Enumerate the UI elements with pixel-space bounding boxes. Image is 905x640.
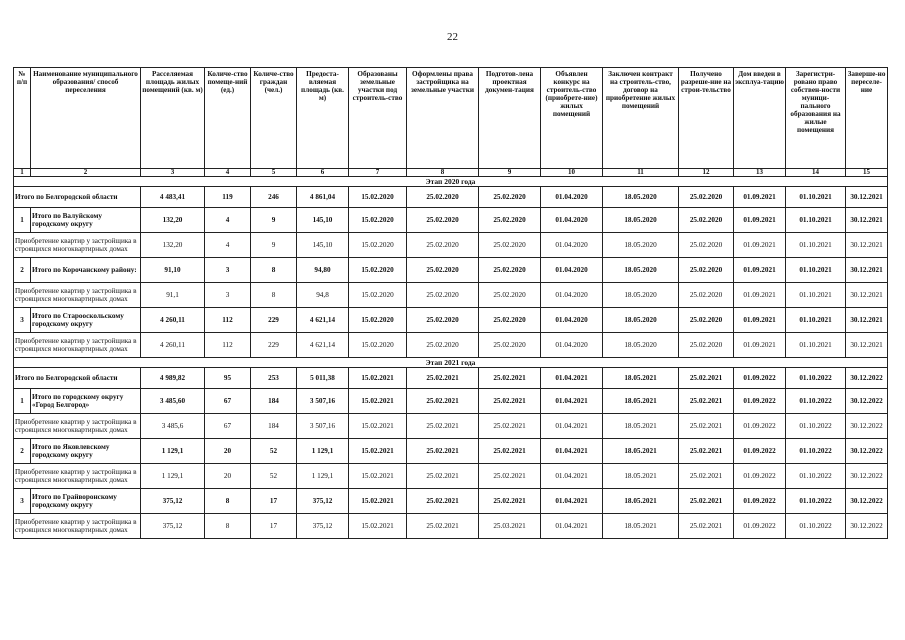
- value-cell: 01.09.2022: [734, 368, 786, 389]
- stage-title: Этап 2021 года: [14, 358, 888, 368]
- row-label: Приобретение квартир у застройщика в строящихся многоквартирных домах: [14, 414, 141, 439]
- column-number: 3: [141, 169, 205, 177]
- column-number: 5: [251, 169, 297, 177]
- row-label: Итого по Белгородской области: [14, 187, 141, 208]
- value-cell: 25.02.2020: [407, 233, 479, 258]
- value-cell: 01.09.2021: [734, 333, 786, 358]
- purchase-row: [14, 233, 888, 258]
- column-header: Оформлены права застройщика на земельные участки: [407, 68, 479, 169]
- value-cell: 15.02.2021: [349, 514, 407, 539]
- value-cell: 4 260,11: [141, 333, 205, 358]
- value-cell: 01.09.2022: [734, 414, 786, 439]
- column-header: Расселяемая площадь жилых помещений (кв. м): [141, 68, 205, 169]
- value-cell: 01.10.2021: [786, 333, 846, 358]
- value-cell: 91,1: [141, 283, 205, 308]
- column-number: 14: [786, 169, 846, 177]
- municipal-row: [14, 258, 888, 283]
- value-cell: 01.10.2022: [786, 489, 846, 514]
- value-cell: 01.04.2020: [541, 333, 603, 358]
- column-number-row: [14, 169, 888, 177]
- value-cell: 25.02.2021: [407, 389, 479, 414]
- value-cell: 20: [205, 439, 251, 464]
- value-cell: 25.02.2020: [679, 308, 734, 333]
- value-cell: 01.04.2021: [541, 464, 603, 489]
- column-number: 1: [14, 169, 31, 177]
- value-cell: 67: [205, 389, 251, 414]
- resettlement-schedule-table: [13, 67, 888, 539]
- value-cell: 01.04.2020: [541, 283, 603, 308]
- value-cell: 184: [251, 389, 297, 414]
- value-cell: 25.02.2021: [407, 489, 479, 514]
- value-cell: 01.10.2021: [786, 258, 846, 283]
- value-cell: 15.02.2021: [349, 389, 407, 414]
- value-cell: 3 485,60: [141, 389, 205, 414]
- value-cell: 25.02.2021: [679, 464, 734, 489]
- value-cell: 18.05.2020: [603, 208, 679, 233]
- value-cell: 246: [251, 187, 297, 208]
- value-cell: 01.10.2022: [786, 389, 846, 414]
- purchase-row: [14, 333, 888, 358]
- value-cell: 15.02.2021: [349, 439, 407, 464]
- value-cell: 25.02.2021: [479, 389, 541, 414]
- value-cell: 30.12.2022: [846, 464, 888, 489]
- value-cell: 3: [205, 258, 251, 283]
- municipality-name: Итого по Корочанскому району:: [31, 258, 141, 283]
- value-cell: 112: [205, 333, 251, 358]
- value-cell: 18.05.2021: [603, 464, 679, 489]
- value-cell: 30.12.2022: [846, 514, 888, 539]
- municipality-name: Итого по Яковлевскому городскому округу: [31, 439, 141, 464]
- value-cell: 229: [251, 333, 297, 358]
- value-cell: 01.10.2021: [786, 283, 846, 308]
- value-cell: 01.04.2020: [541, 308, 603, 333]
- value-cell: 30.12.2021: [846, 258, 888, 283]
- stage-title: Этап 2020 года: [14, 177, 888, 187]
- value-cell: 25.02.2021: [679, 514, 734, 539]
- value-cell: 01.10.2022: [786, 368, 846, 389]
- value-cell: 94,8: [297, 283, 349, 308]
- header-row: [14, 68, 888, 169]
- column-header: Предоста-вляемая площадь (кв. м): [297, 68, 349, 169]
- row-number: 2: [14, 439, 31, 464]
- value-cell: 8: [205, 489, 251, 514]
- value-cell: 375,12: [141, 489, 205, 514]
- value-cell: 25.02.2020: [407, 187, 479, 208]
- value-cell: 01.10.2022: [786, 464, 846, 489]
- municipality-name: Итого по Старооскольскому городскому округу: [31, 308, 141, 333]
- column-number: 12: [679, 169, 734, 177]
- value-cell: 18.05.2021: [603, 439, 679, 464]
- value-cell: 8: [251, 283, 297, 308]
- value-cell: 25.02.2021: [479, 368, 541, 389]
- value-cell: 01.10.2021: [786, 308, 846, 333]
- value-cell: 18.05.2020: [603, 187, 679, 208]
- value-cell: 25.02.2020: [407, 333, 479, 358]
- value-cell: 18.05.2021: [603, 489, 679, 514]
- value-cell: 15.02.2020: [349, 333, 407, 358]
- row-number: 3: [14, 308, 31, 333]
- value-cell: 01.04.2021: [541, 439, 603, 464]
- value-cell: 95: [205, 368, 251, 389]
- value-cell: 25.02.2020: [679, 333, 734, 358]
- value-cell: 01.04.2021: [541, 368, 603, 389]
- value-cell: 25.02.2021: [679, 489, 734, 514]
- value-cell: 15.02.2020: [349, 308, 407, 333]
- value-cell: 25.02.2020: [407, 208, 479, 233]
- value-cell: 145,10: [297, 233, 349, 258]
- value-cell: 18.05.2021: [603, 368, 679, 389]
- column-header: Получено разреше-ние на строи-тельство: [679, 68, 734, 169]
- row-label: Приобретение квартир у застройщика в строящихся многоквартирных домах: [14, 283, 141, 308]
- value-cell: 30.12.2022: [846, 389, 888, 414]
- value-cell: 4 861,04: [297, 187, 349, 208]
- value-cell: 01.10.2022: [786, 414, 846, 439]
- value-cell: 15.02.2020: [349, 283, 407, 308]
- value-cell: 25.02.2020: [407, 308, 479, 333]
- value-cell: 18.05.2021: [603, 514, 679, 539]
- column-header: Количе-ство граждан (чел.): [251, 68, 297, 169]
- value-cell: 52: [251, 439, 297, 464]
- value-cell: 30.12.2021: [846, 208, 888, 233]
- column-header: Подготов-лена проектная докумен-тация: [479, 68, 541, 169]
- value-cell: 30.12.2022: [846, 439, 888, 464]
- value-cell: 01.09.2022: [734, 514, 786, 539]
- total-row: [14, 368, 888, 389]
- column-number: 2: [31, 169, 141, 177]
- column-number: 6: [297, 169, 349, 177]
- value-cell: 132,20: [141, 208, 205, 233]
- value-cell: 15.02.2020: [349, 187, 407, 208]
- value-cell: 15.02.2020: [349, 208, 407, 233]
- row-label: Приобретение квартир у застройщика в строящихся многоквартирных домах: [14, 333, 141, 358]
- column-number: 8: [407, 169, 479, 177]
- value-cell: 18.05.2021: [603, 389, 679, 414]
- row-number: 1: [14, 208, 31, 233]
- value-cell: 1 129,1: [141, 464, 205, 489]
- row-number: 1: [14, 389, 31, 414]
- total-row: [14, 187, 888, 208]
- value-cell: 253: [251, 368, 297, 389]
- value-cell: 01.09.2022: [734, 464, 786, 489]
- page-number: 22: [447, 31, 458, 43]
- row-number: 3: [14, 489, 31, 514]
- value-cell: 18.05.2020: [603, 333, 679, 358]
- value-cell: 18.05.2020: [603, 258, 679, 283]
- value-cell: 30.12.2022: [846, 368, 888, 389]
- column-header: Зарегистри-ровано право собствен-ности муници-пального образования на жилые помещения: [786, 68, 846, 169]
- value-cell: 18.05.2020: [603, 233, 679, 258]
- value-cell: 25.02.2021: [407, 514, 479, 539]
- column-number: 4: [205, 169, 251, 177]
- value-cell: 375,12: [297, 514, 349, 539]
- value-cell: 25.02.2021: [479, 439, 541, 464]
- value-cell: 25.02.2020: [407, 258, 479, 283]
- municipality-name: Итого по Валуйскому городскому округу: [31, 208, 141, 233]
- value-cell: 15.02.2020: [349, 233, 407, 258]
- value-cell: 25.02.2021: [479, 464, 541, 489]
- value-cell: 01.04.2021: [541, 489, 603, 514]
- value-cell: 229: [251, 308, 297, 333]
- municipal-row: [14, 208, 888, 233]
- value-cell: 3 485,6: [141, 414, 205, 439]
- value-cell: 01.09.2021: [734, 208, 786, 233]
- value-cell: 01.10.2022: [786, 439, 846, 464]
- row-number: 2: [14, 258, 31, 283]
- value-cell: 25.02.2020: [479, 333, 541, 358]
- value-cell: 25.02.2021: [407, 464, 479, 489]
- column-header: Количе-ство помеще-ний (ед.): [205, 68, 251, 169]
- municipality-name: Итого по городскому округу «Город Белгород»: [31, 389, 141, 414]
- column-number: 13: [734, 169, 786, 177]
- value-cell: 4: [205, 233, 251, 258]
- value-cell: 8: [205, 514, 251, 539]
- value-cell: 30.12.2022: [846, 489, 888, 514]
- column-header: Заверше-но переселе-ние: [846, 68, 888, 169]
- value-cell: 52: [251, 464, 297, 489]
- value-cell: 25.02.2020: [407, 283, 479, 308]
- column-number: 9: [479, 169, 541, 177]
- value-cell: 375,12: [141, 514, 205, 539]
- value-cell: 91,10: [141, 258, 205, 283]
- value-cell: 25.02.2020: [479, 308, 541, 333]
- value-cell: 25.02.2021: [479, 414, 541, 439]
- purchase-row: [14, 464, 888, 489]
- value-cell: 25.02.2020: [679, 233, 734, 258]
- value-cell: 01.04.2020: [541, 258, 603, 283]
- row-label: Приобретение квартир у застройщика в строящихся многоквартирных домах: [14, 233, 141, 258]
- value-cell: 94,80: [297, 258, 349, 283]
- column-header: Заключен контракт на строитель-ство, договор на приобретение жилых помещений: [603, 68, 679, 169]
- value-cell: 4: [205, 208, 251, 233]
- value-cell: 375,12: [297, 489, 349, 514]
- value-cell: 30.12.2021: [846, 233, 888, 258]
- value-cell: 25.02.2021: [679, 389, 734, 414]
- row-label: Приобретение квартир у застройщика в строящихся многоквартирных домах: [14, 514, 141, 539]
- purchase-row: [14, 514, 888, 539]
- value-cell: 25.02.2021: [479, 489, 541, 514]
- value-cell: 01.09.2022: [734, 389, 786, 414]
- value-cell: 01.04.2021: [541, 414, 603, 439]
- value-cell: 18.05.2020: [603, 308, 679, 333]
- value-cell: 25.02.2020: [679, 208, 734, 233]
- value-cell: 20: [205, 464, 251, 489]
- value-cell: 15.02.2021: [349, 414, 407, 439]
- value-cell: 25.02.2020: [679, 283, 734, 308]
- value-cell: 4 483,41: [141, 187, 205, 208]
- value-cell: 25.03.2021: [479, 514, 541, 539]
- column-header: Образованы земельные участки под строитель-ство: [349, 68, 407, 169]
- value-cell: 01.09.2021: [734, 187, 786, 208]
- value-cell: 01.04.2020: [541, 233, 603, 258]
- value-cell: 30.12.2021: [846, 283, 888, 308]
- value-cell: 25.02.2021: [679, 414, 734, 439]
- value-cell: 18.05.2020: [603, 283, 679, 308]
- value-cell: 25.02.2021: [407, 439, 479, 464]
- value-cell: 18.05.2021: [603, 414, 679, 439]
- value-cell: 30.12.2021: [846, 333, 888, 358]
- value-cell: 01.09.2021: [734, 283, 786, 308]
- value-cell: 01.04.2021: [541, 514, 603, 539]
- value-cell: 4 621,14: [297, 308, 349, 333]
- value-cell: 25.02.2020: [679, 187, 734, 208]
- value-cell: 25.02.2020: [479, 233, 541, 258]
- value-cell: 25.02.2021: [679, 368, 734, 389]
- value-cell: 01.09.2021: [734, 308, 786, 333]
- value-cell: 1 129,1: [297, 439, 349, 464]
- value-cell: 15.02.2020: [349, 258, 407, 283]
- value-cell: 30.12.2021: [846, 308, 888, 333]
- value-cell: 01.09.2022: [734, 489, 786, 514]
- value-cell: 01.09.2021: [734, 258, 786, 283]
- value-cell: 25.02.2020: [679, 258, 734, 283]
- value-cell: 3 507,16: [297, 414, 349, 439]
- column-number: 11: [603, 169, 679, 177]
- row-label: Приобретение квартир у застройщика в строящихся многоквартирных домах: [14, 464, 141, 489]
- value-cell: 25.02.2021: [679, 439, 734, 464]
- value-cell: 25.02.2020: [479, 258, 541, 283]
- stage-row: [14, 177, 888, 187]
- value-cell: 5 011,38: [297, 368, 349, 389]
- value-cell: 15.02.2021: [349, 489, 407, 514]
- municipal-row: [14, 389, 888, 414]
- value-cell: 15.02.2021: [349, 368, 407, 389]
- column-number: 7: [349, 169, 407, 177]
- row-label: Итого по Белгородской области: [14, 368, 141, 389]
- value-cell: 01.04.2020: [541, 208, 603, 233]
- value-cell: 01.09.2022: [734, 439, 786, 464]
- value-cell: 25.02.2021: [407, 414, 479, 439]
- column-header: № п/п: [14, 68, 31, 169]
- value-cell: 112: [205, 308, 251, 333]
- value-cell: 1 129,1: [141, 439, 205, 464]
- municipality-name: Итого по Грайворонскому городскому округу: [31, 489, 141, 514]
- value-cell: 01.10.2021: [786, 208, 846, 233]
- value-cell: 4 989,82: [141, 368, 205, 389]
- municipal-row: [14, 489, 888, 514]
- value-cell: 9: [251, 208, 297, 233]
- value-cell: 17: [251, 514, 297, 539]
- value-cell: 9: [251, 233, 297, 258]
- column-header: Наименование муниципального образования/ способ переселения: [31, 68, 141, 169]
- value-cell: 67: [205, 414, 251, 439]
- value-cell: 25.02.2020: [479, 208, 541, 233]
- value-cell: 01.09.2021: [734, 233, 786, 258]
- value-cell: 30.12.2021: [846, 187, 888, 208]
- purchase-row: [14, 414, 888, 439]
- value-cell: 01.04.2020: [541, 187, 603, 208]
- value-cell: 3 507,16: [297, 389, 349, 414]
- value-cell: 3: [205, 283, 251, 308]
- value-cell: 4 260,11: [141, 308, 205, 333]
- value-cell: 4 621,14: [297, 333, 349, 358]
- column-header: Объявлен конкурс на строитель-ство (приобрете-ние) жилых помещений: [541, 68, 603, 169]
- value-cell: 30.12.2022: [846, 414, 888, 439]
- value-cell: 01.10.2021: [786, 233, 846, 258]
- value-cell: 25.02.2020: [479, 283, 541, 308]
- value-cell: 25.02.2021: [407, 368, 479, 389]
- value-cell: 15.02.2021: [349, 464, 407, 489]
- value-cell: 8: [251, 258, 297, 283]
- value-cell: 119: [205, 187, 251, 208]
- table-body: [14, 169, 888, 539]
- column-number: 10: [541, 169, 603, 177]
- value-cell: 01.04.2021: [541, 389, 603, 414]
- column-number: 15: [846, 169, 888, 177]
- value-cell: 17: [251, 489, 297, 514]
- value-cell: 1 129,1: [297, 464, 349, 489]
- value-cell: 132,20: [141, 233, 205, 258]
- municipal-row: [14, 308, 888, 333]
- municipal-row: [14, 439, 888, 464]
- value-cell: 184: [251, 414, 297, 439]
- purchase-row: [14, 283, 888, 308]
- value-cell: 01.10.2022: [786, 514, 846, 539]
- value-cell: 145,10: [297, 208, 349, 233]
- value-cell: 01.10.2021: [786, 187, 846, 208]
- value-cell: 25.02.2020: [479, 187, 541, 208]
- column-header: Дом введен в эксплуа-тацию: [734, 68, 786, 169]
- stage-row: [14, 358, 888, 368]
